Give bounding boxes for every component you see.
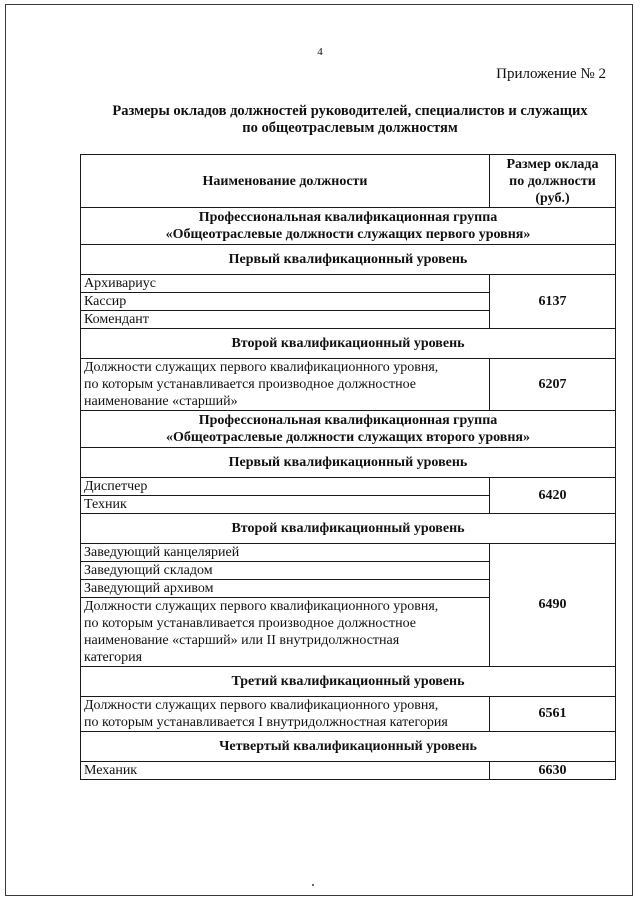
group-row — [81, 208, 616, 245]
salary-value: 6490 — [490, 544, 616, 667]
position-line: Должности служащих первого квалификационного уровня, — [84, 599, 439, 614]
level-row — [81, 667, 616, 697]
position-name: Комендант — [81, 311, 490, 329]
header-salary-line-3: (руб.) — [535, 190, 570, 206]
position-line: по которым устанавливается I внутридолжностная категория — [84, 715, 448, 730]
table-row — [81, 697, 616, 732]
level-row — [81, 448, 616, 478]
position-name: Заведующий складом — [81, 562, 490, 580]
level-row — [81, 514, 616, 544]
table-row — [81, 544, 616, 562]
qualification-group-title — [81, 208, 616, 245]
table-row — [81, 762, 616, 780]
salary-value: 6630 — [490, 762, 616, 780]
table-row — [81, 359, 616, 411]
position-name: Кассир — [81, 293, 490, 311]
position-line: Должности служащих первого квалификационного уровня, — [84, 698, 439, 713]
qualification-level-title: Второй квалификационный уровень — [81, 329, 616, 359]
position-name: Механик — [81, 762, 490, 780]
position-name — [81, 697, 490, 732]
salary-value: 6207 — [490, 359, 616, 411]
position-line: по которым устанавливается производное должностное — [84, 616, 416, 631]
position-line: по которым устанавливается производное должностное — [84, 377, 416, 392]
group-row — [81, 411, 616, 448]
title-line-2: по общеотраслевым должностям — [242, 120, 458, 136]
header-salary — [490, 155, 616, 208]
table-row — [81, 275, 616, 293]
qualification-level-title: Первый квалификационный уровень — [81, 245, 616, 275]
qualification-level-title: Первый квалификационный уровень — [81, 448, 616, 478]
group-line-2: «Общеотраслевые должности служащих второго уровня» — [166, 430, 530, 445]
document-title — [60, 103, 640, 137]
position-name: Заведующий архивом — [81, 580, 490, 598]
position-name: Заведующий канцелярией — [81, 544, 490, 562]
position-name: Архивариус — [81, 275, 490, 293]
level-row — [81, 245, 616, 275]
level-row — [81, 329, 616, 359]
position-name: Диспетчер — [81, 478, 490, 496]
position-line: наименование «старший» — [84, 394, 238, 409]
page-number: 4 — [317, 46, 323, 58]
position-name — [81, 598, 490, 667]
header-salary-line-2: по должности — [509, 173, 596, 189]
table-row — [81, 478, 616, 496]
header-position-name: Наименование должности — [81, 155, 490, 208]
position-line: наименование «старший» или II внутридолжностная — [84, 633, 400, 648]
qualification-level-title: Четвертый квалификационный уровень — [81, 732, 616, 762]
salary-value: 6137 — [490, 275, 616, 329]
header-salary-line-1: Размер оклада — [506, 156, 599, 172]
salary-table — [80, 154, 616, 780]
group-line-1: Профессиональная квалификационная группа — [198, 210, 498, 225]
qualification-level-title: Третий квалификационный уровень — [81, 667, 616, 697]
qualification-level-title: Второй квалификационный уровень — [81, 514, 616, 544]
qualification-group-title — [81, 411, 616, 448]
annex-label: Приложение № 2 — [496, 66, 606, 82]
group-line-1: Профессиональная квалификационная группа — [198, 413, 498, 428]
salary-value: 6561 — [490, 697, 616, 732]
position-line: Должности служащих первого квалификационного уровня, — [84, 360, 439, 375]
position-name: Техник — [81, 496, 490, 514]
level-row — [81, 732, 616, 762]
position-name — [81, 359, 490, 411]
salary-value: 6420 — [490, 478, 616, 514]
table-header-row — [81, 155, 616, 208]
scan-artifact-dot — [312, 884, 314, 886]
position-line: категория — [84, 650, 143, 665]
group-line-2: «Общеотраслевые должности служащих первого уровня» — [165, 227, 531, 242]
title-line-1: Размеры окладов должностей руководителей, специалистов и служащих — [112, 103, 588, 119]
